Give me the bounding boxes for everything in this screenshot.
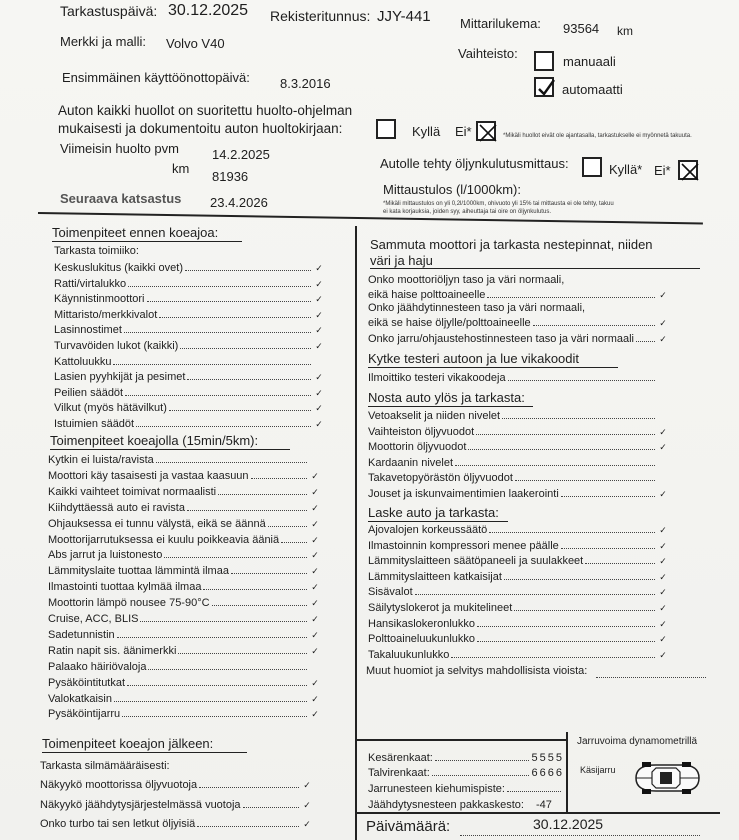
gearbox-manual-label: manuaali: [563, 54, 616, 69]
checklist-label: Kardaanin nivelet: [368, 456, 454, 469]
checklist-label: Vetoakselit ja niiden nivelet: [368, 410, 501, 422]
checklist-label: Kiihdyttäessä auto ei ravista: [48, 501, 185, 514]
visual-check-title: Tarkasta silmämääräisesti:: [40, 760, 170, 772]
fluid-coolant-line1: Onko jäähdytinnesteen taso ja väri normaali,: [368, 302, 586, 314]
checklist-row: [48, 659, 320, 673]
handbrake-label: Käsijarru: [580, 765, 616, 775]
checkmark-icon[interactable]: ✓: [303, 799, 311, 810]
summer-tyres-label: Kesärenkaat:: [368, 752, 433, 764]
checklist-row: [40, 777, 312, 791]
checklist-label: Ilmastoinnin kompressori menee päälle: [368, 539, 559, 552]
checkmark-icon[interactable]: ✓: [315, 403, 323, 414]
checklist-row: [40, 816, 312, 830]
checklist-row: [368, 408, 668, 422]
checklist-label: Ilmastointi tuottaa kylmää ilmaa: [48, 581, 202, 594]
fluids-title-line1: Sammuta moottori ja tarkasta nestepinnat, niiden: [370, 237, 653, 252]
checkmark-icon[interactable]: ✓: [659, 649, 667, 660]
checkmark-icon[interactable]: ✓: [311, 534, 319, 545]
brake-boil-label: Jarrunesteen kiehumispiste:: [368, 783, 505, 795]
checklist-label: Näkyykö jäähdytysjärjestelmässä vuotoja: [40, 798, 241, 811]
checkmark-icon[interactable]: ✓: [659, 489, 667, 499]
fluid-oil-check[interactable]: ✓: [659, 290, 667, 300]
checkmark-icon[interactable]: ✓: [311, 518, 319, 529]
make-model-label: Merkki ja malli:: [60, 34, 146, 49]
checklist-row: [368, 470, 668, 484]
checklist-row: [54, 400, 324, 414]
checkmark-icon[interactable]: ✓: [311, 502, 319, 513]
summer-tyres-value: 5555: [531, 752, 564, 764]
coolant-value: -47: [535, 799, 552, 811]
checkmark-icon[interactable]: ✓: [311, 677, 319, 688]
checklist-label: Pysäköintitutkat: [48, 676, 126, 689]
block-divider: [356, 739, 566, 741]
checklist-row: [48, 547, 320, 561]
registration-value: JJY-441: [377, 8, 431, 25]
checklist-row: [48, 516, 320, 530]
block-divider: [566, 732, 568, 812]
service-statement-line2: mukaisesti ja dokumentoitu auton huoltokirjaan:: [58, 121, 343, 136]
checklist-row: [54, 369, 324, 383]
fluid-brake-label: Onko jarru/ohjaustehostinnesteen taso ja väri normaali: [368, 333, 634, 345]
last-service-km-label: km: [172, 161, 190, 176]
checkmark-icon[interactable]: ✓: [315, 325, 323, 336]
checkmark-icon[interactable]: ✓: [315, 263, 323, 273]
during-drive-title: Toimenpiteet koeajolla (15min/5km):: [50, 433, 259, 448]
checklist-row: [54, 416, 324, 430]
checkmark-icon[interactable]: ✓: [311, 709, 319, 720]
oil-result-label: Mittaustulos (l/1000km):: [383, 182, 521, 197]
checklist-label: Mittaristo/merkkivalot: [54, 308, 158, 321]
checklist-label: Moottorin lämpö nousee 75-90°C: [48, 597, 210, 610]
inspection-date-value: 30.12.2025: [168, 2, 249, 19]
last-service-date: 14.2.2025: [212, 147, 270, 162]
checklist-label: Moottorijarrutuksessa ei kuulu poikkeavia ääniä: [48, 533, 280, 546]
fluid-brake-row: [368, 331, 668, 345]
checklist-row: [368, 600, 668, 614]
checklist-label: Kattoluukku: [54, 355, 112, 368]
checklist-label: Keskuslukitus (kaikki ovet): [54, 262, 183, 274]
fluid-oil-row: [368, 287, 668, 301]
notes-label: Muut huomiot ja selvitys mahdollisista vioista:: [366, 665, 588, 677]
checklist-label: Ratti/virtalukko: [54, 277, 127, 290]
checklist-label: Käynnistinmoottori: [54, 293, 145, 306]
checklist-row: [368, 553, 668, 567]
heading-underline: [368, 406, 533, 407]
checklist-label: Vilkut (myös hätävilkut): [54, 402, 167, 415]
last-service-label: Viimeisin huolto pvm: [60, 141, 179, 156]
checkmark-icon[interactable]: ✓: [311, 598, 319, 609]
checklist-label: Moottori käy tasaisesti ja vastaa kaasuun: [48, 469, 249, 482]
checklist-row: [54, 260, 324, 274]
checklist-row: [54, 276, 324, 290]
checkmark-icon[interactable]: ✓: [659, 442, 667, 453]
checklist-row: [48, 706, 320, 720]
heading-underline: [368, 367, 618, 368]
tester-row: [368, 370, 668, 384]
winter-tyres-label: Talvirenkaat:: [368, 767, 430, 779]
cross-icon: [478, 123, 498, 143]
checklist-row: [368, 584, 668, 598]
gearbox-auto-label: automaatti: [562, 82, 623, 97]
checklist-row: [40, 797, 312, 811]
checklist-row: [368, 455, 668, 469]
date-divider: [356, 812, 720, 814]
checklist-label: Peilien säädöt: [54, 386, 124, 399]
checklist-label: Lasien pyyhkijät ja pesimet: [54, 371, 186, 384]
fluids-title-line2: väri ja haju: [370, 253, 433, 268]
tester-label: Ilmoittiko testeri vikakoodeja: [368, 372, 506, 384]
checkmark-icon[interactable]: ✓: [659, 618, 667, 629]
checkmark-icon[interactable]: ✓: [311, 645, 319, 656]
date-label: Päivämäärä:: [366, 818, 451, 835]
checkmark-icon[interactable]: ✓: [315, 372, 323, 383]
checklist-label: Ajovalojen korkeussäätö: [368, 524, 488, 536]
checklist-label: Istuimien säädöt: [54, 418, 135, 430]
heading-underline: [370, 268, 700, 269]
checklist-label: Lämmityslaite tuottaa lämmintä ilmaa: [48, 565, 229, 578]
cross-icon: [680, 162, 700, 182]
checkmark-icon[interactable]: ✓: [659, 587, 667, 598]
checklist-label: Vaihteiston öljyvuodot: [368, 425, 475, 438]
winter-tyres-row: [368, 765, 564, 779]
checklist-label: Lasinnostimet: [54, 324, 122, 337]
checkmark-icon[interactable]: ✓: [659, 634, 667, 645]
checklist-label: Kytkin ei luista/ravista: [48, 454, 154, 466]
service-statement-line1: Auton kaikki huollot on suoritettu huolto-ohjelman: [58, 103, 353, 118]
checklist-label: Ratin napit sis. äänimerkki: [48, 644, 177, 657]
checklist-row: [48, 563, 320, 577]
checkmark-icon[interactable]: ✓: [311, 582, 319, 593]
checklist-row: [368, 522, 668, 536]
checkmark-icon[interactable]: ✓: [311, 629, 319, 640]
checklist-row: [54, 307, 324, 321]
lower-title: Laske auto ja tarkasta:: [368, 505, 499, 520]
checklist-label: Abs jarrut ja luistonesto: [48, 549, 163, 562]
fluid-coolant-line2: eikä se haise öljylle/polttoaineelle: [368, 317, 531, 329]
checklist-label: Polttoaineluukunlukko: [368, 633, 476, 646]
checkmark-icon[interactable]: ✓: [311, 550, 319, 561]
heading-underline: [50, 449, 290, 450]
checklist-label: Sadetunnistin: [48, 628, 115, 641]
oil-yes-checkbox[interactable]: [582, 157, 602, 177]
service-no-checkbox[interactable]: [476, 121, 496, 141]
checklist-row: [54, 322, 324, 336]
checkmark-icon[interactable]: ✓: [315, 278, 323, 289]
fluid-coolant-check[interactable]: ✓: [659, 318, 667, 328]
checkmark-icon[interactable]: ✓: [311, 614, 319, 624]
car-diagram-icon: [632, 760, 702, 796]
inspection-date-label: Tarkastuspäivä:: [60, 3, 158, 19]
checkmark-icon[interactable]: ✓: [659, 556, 667, 567]
checkmark-icon[interactable]: ✓: [303, 819, 311, 829]
checklist-label: Lämmityslaitteen katkaisijat: [368, 570, 502, 583]
odometer-label: Mittarilukema:: [460, 16, 541, 31]
oil-no-checkbox[interactable]: [678, 160, 698, 180]
checklist-label: Takaluukunlukko: [368, 648, 450, 661]
checklist-row: [48, 595, 320, 609]
checkmark-icon[interactable]: ✓: [311, 693, 319, 704]
checklist-row: [368, 631, 668, 645]
checklist-row: [368, 439, 668, 453]
checklist-label: Jouset ja iskunvaimentimien laakerointi: [368, 488, 559, 500]
first-use-value: 8.3.2016: [280, 76, 331, 91]
heading-underline: [42, 752, 247, 753]
oil-no-label: Ei*: [654, 163, 671, 178]
checklist-label: Palaako häiriövaloja: [48, 660, 147, 673]
odometer-unit: km: [617, 24, 633, 38]
checkmark-icon[interactable]: ✓: [659, 525, 667, 535]
checklist-label: Näkyykö moottorissa öljyvuotoja: [40, 779, 198, 791]
oil-yes-label: Kyllä*: [609, 162, 643, 177]
fluid-oil-line2: eikä haise polttoaineelle: [368, 289, 486, 301]
checklist-row: [54, 338, 324, 352]
checklist-row: [368, 538, 668, 552]
checkmark-icon: [536, 79, 556, 99]
checklist-row: [48, 579, 320, 593]
checklist-row: [54, 291, 324, 305]
checklist-row: [48, 484, 320, 498]
header-divider: [38, 212, 703, 224]
checklist-row: [368, 616, 668, 630]
checklist-label: Moottorin öljyvuodot: [368, 441, 467, 454]
checklist-label: Kaikki vaihteet toimivat normaalisti: [48, 485, 217, 498]
checklist-label: Sisävalot: [368, 586, 413, 599]
checklist-label: Ohjauksessa ei tunnu välystä, eikä se äännä: [48, 517, 266, 530]
checkmark-icon[interactable]: ✓: [315, 387, 323, 398]
oil-note-line1: *Mikäli mittaustulos on yli 0,2l/1000km, ohivuoto yli 15% tai mittausta ei ole tehty, takuu: [383, 201, 614, 207]
checklist-row: [54, 354, 324, 368]
odometer-value: 93564: [563, 21, 600, 36]
fluid-oil-line1: Onko moottoriöljyn taso ja väri normaali,: [368, 274, 565, 286]
service-no-label: Ei*: [455, 124, 472, 139]
checklist-row: [54, 385, 324, 399]
checkmark-icon[interactable]: ✓: [659, 540, 667, 551]
checklist-row: [48, 468, 320, 482]
checkmark-icon[interactable]: ✓: [311, 566, 319, 577]
checklist-label: Onko turbo tai sen letkut öljyisiä: [40, 818, 196, 830]
checklist-row: [48, 643, 320, 657]
checklist-label: Takavetopyörästön öljyvuodot: [368, 472, 513, 485]
checklist-label: Hansikaslokeronlukko: [368, 617, 475, 630]
checklist-row: [48, 611, 320, 625]
checklist-label: Cruise, ACC, BLIS: [48, 613, 139, 625]
checklist-label: Pysäköintijarru: [48, 708, 121, 721]
lift-title: Nosta auto ylös ja tarkasta:: [368, 390, 525, 405]
service-yes-checkbox[interactable]: [376, 119, 396, 139]
checklist-row: [368, 647, 668, 661]
checklist-row: [368, 486, 668, 500]
column-divider: [355, 226, 357, 840]
service-yes-label: Kyllä: [412, 124, 441, 139]
after-drive-title: Toimenpiteet koeajon jälkeen:: [42, 736, 214, 751]
checklist-label: Lämmityslaitteen säätöpaneeli ja suulakkeet: [368, 555, 584, 568]
date-value: 30.12.2025: [533, 816, 604, 832]
checkmark-icon[interactable]: ✓: [311, 470, 319, 481]
gearbox-label: Vaihteisto:: [458, 46, 518, 61]
registration-label: Rekisteritunnus:: [270, 8, 371, 24]
checkmark-icon[interactable]: ✓: [659, 603, 667, 613]
winter-tyres-value: 6666: [531, 767, 564, 779]
notes-field[interactable]: [596, 676, 706, 678]
last-service-km: 81936: [212, 169, 249, 184]
gearbox-auto-checkbox[interactable]: [534, 77, 554, 97]
make-model-value: Volvo V40: [166, 36, 225, 51]
checkmark-icon[interactable]: ✓: [315, 309, 323, 320]
tester-title: Kytke testeri autoon ja lue vikakoodit: [368, 351, 580, 366]
before-drive-title: Toimenpiteet ennen koeajoa:: [52, 225, 219, 240]
coolant-row: [368, 797, 564, 811]
heading-underline: [52, 241, 242, 242]
checklist-row: [48, 452, 320, 466]
checklist-label: Valokatkaisin: [48, 692, 112, 705]
checklist-row: [48, 500, 320, 514]
checkmark-icon[interactable]: ✓: [311, 486, 319, 497]
dyno-label: Jarruvoima dynamometrillä: [577, 736, 698, 747]
checkmark-icon[interactable]: ✓: [315, 419, 323, 429]
checklist-row: [368, 424, 668, 438]
checklist-label: Turvavöiden lukot (kaikki): [54, 340, 179, 352]
checkmark-icon[interactable]: ✓: [315, 341, 323, 351]
first-use-label: Ensimmäinen käyttöönottopäivä:: [62, 70, 250, 85]
brake-boil-row: [368, 781, 564, 795]
checkmark-icon[interactable]: ✓: [659, 426, 667, 437]
oil-measurement-label: Autolle tehty öljynkulutusmittaus:: [380, 156, 569, 171]
checkmark-icon[interactable]: ✓: [315, 294, 323, 305]
summer-tyres-row: [368, 750, 564, 764]
checklist-row: [48, 675, 320, 689]
oil-note-line2: ei kata korjauksia, joiden syy, aiheuttaja tai oire on öljynkulutus.: [383, 209, 551, 215]
checklist-row: [48, 532, 320, 546]
check-function-title: Tarkasta toimiiko:: [54, 245, 139, 257]
gearbox-manual-checkbox[interactable]: [534, 51, 554, 71]
date-field[interactable]: [460, 834, 700, 836]
coolant-label: Jäähdytysnesteen pakkaskesto:: [368, 799, 524, 811]
checkmark-icon[interactable]: ✓: [303, 780, 311, 790]
checkmark-icon[interactable]: ✓: [659, 571, 667, 582]
checklist-row: [48, 627, 320, 641]
checklist-row: [48, 691, 320, 705]
service-note: *Mikäli huollot eivät ole ajantasalla, tarkastukselle ei myönnetä takuuta.: [503, 133, 692, 139]
checklist-label: Säilytyslokerot ja mukitelineet: [368, 602, 513, 614]
checklist-row: [368, 569, 668, 583]
next-inspection-label: Seuraava katsastus: [60, 191, 182, 206]
next-inspection-date: 23.4.2026: [210, 195, 268, 210]
fluid-coolant-row: [368, 315, 668, 329]
fluid-brake-check[interactable]: ✓: [659, 334, 667, 344]
